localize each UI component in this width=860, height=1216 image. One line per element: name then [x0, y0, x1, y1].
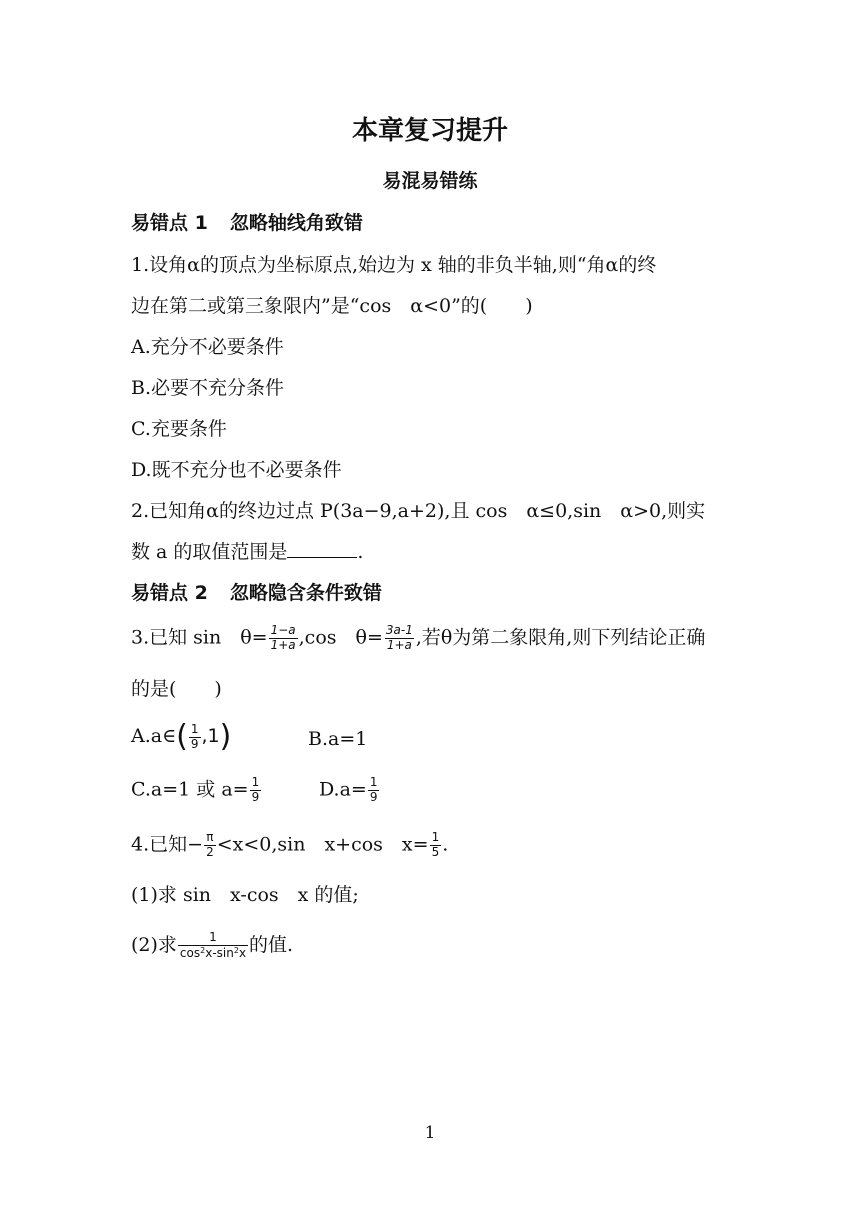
numerator: 1 — [209, 930, 217, 944]
left-paren: ( — [176, 719, 188, 754]
option-text: D.a= — [319, 778, 367, 801]
denominator: 1+a — [270, 637, 296, 652]
fraction — [368, 776, 380, 805]
q1-option-d: D.既不充分也不必要条件 — [131, 459, 342, 481]
page-number: 1 — [424, 1123, 436, 1143]
q2-line2 — [131, 543, 363, 562]
denominator: 9 — [369, 789, 378, 804]
q1-option-a: A.充分不必要条件 — [131, 336, 284, 358]
q4-text-c: . — [442, 833, 449, 856]
q2-line1: 2.已知角α的终边过点 P(3a−9,a+2),且 cos α≤0,sin α>0,则实 — [131, 500, 706, 522]
q1-option-b: B.必要不充分条件 — [131, 377, 285, 399]
denominator: 5 — [431, 844, 440, 859]
q1-line2: 边在第二或第三象限内”是“cos α<0”的( ) — [131, 295, 533, 317]
fraction — [178, 931, 248, 961]
numerator: 3a-1 — [385, 623, 413, 637]
q3-text-b: ,cos θ= — [298, 626, 383, 649]
denominator: $\cos^2x-\sin^2x$ — [179, 945, 247, 960]
q4-part1: (1)求 sin x-cos x 的值; — [131, 884, 359, 906]
denominator: 2 — [206, 844, 214, 859]
q4-line1 — [131, 831, 448, 860]
numerator: 1−a — [270, 623, 296, 637]
answer-blank — [287, 556, 357, 558]
q1-line1: 1.设角α的顶点为坐标原点,始边为 x 轴的非负半轴,则“角α的终 — [131, 254, 657, 276]
error-point-text: 忽略轴线角致错 — [229, 212, 363, 234]
fraction — [204, 831, 216, 860]
q3-option-b: B.a=1 — [308, 728, 368, 750]
fraction — [189, 723, 201, 752]
section-subtitle: 易混易错练 — [382, 170, 478, 192]
q1-option-c: C.充要条件 — [131, 418, 227, 440]
q2-line2-end: . — [357, 541, 364, 563]
q4-part2-end: 的值. — [249, 933, 294, 956]
fraction — [269, 624, 298, 653]
error-point-label: 易错点 1 — [131, 212, 208, 234]
q3-text-a: 3.已知 sin θ= — [131, 626, 268, 649]
q3-option-c — [131, 776, 262, 805]
error-point-label: 易错点 2 — [131, 582, 208, 604]
numerator: 1 — [251, 775, 260, 789]
fraction — [430, 831, 442, 860]
option-text: C.a=1 或 a= — [131, 778, 249, 801]
fraction — [384, 624, 415, 653]
error-point-2-heading — [131, 584, 382, 603]
option-text: ,1 — [201, 725, 220, 747]
right-paren: ) — [219, 719, 232, 754]
denominator: 1+a — [386, 637, 412, 652]
fraction — [250, 776, 262, 805]
q3-text-c: ,若θ为第二象限角,则下列结论正确 — [415, 626, 706, 649]
denominator: 9 — [190, 736, 199, 751]
page-title: 本章复习提升 — [351, 116, 508, 146]
denominator: 9 — [251, 789, 260, 804]
q4-part2 — [131, 931, 293, 961]
q4-text-b: <x<0,sin x+cos x= — [216, 833, 429, 856]
q3-line1 — [131, 624, 705, 653]
q3-option-a — [131, 719, 232, 754]
option-text: A.a∈ — [131, 725, 177, 747]
numerator: π — [206, 830, 214, 844]
numerator: 1 — [431, 830, 440, 844]
error-point-1-heading — [131, 214, 363, 233]
error-point-text: 忽略隐含条件致错 — [229, 582, 382, 604]
numerator: 1 — [369, 775, 378, 789]
q4-part2-text: (2)求 — [131, 933, 177, 956]
q2-line2-text: 数 a 的取值范围是 — [131, 541, 288, 563]
q4-text-a: 4.已知− — [131, 833, 204, 856]
q3-line2: 的是( ) — [131, 678, 222, 700]
q3-option-d — [319, 776, 380, 805]
numerator: 1 — [190, 721, 199, 736]
